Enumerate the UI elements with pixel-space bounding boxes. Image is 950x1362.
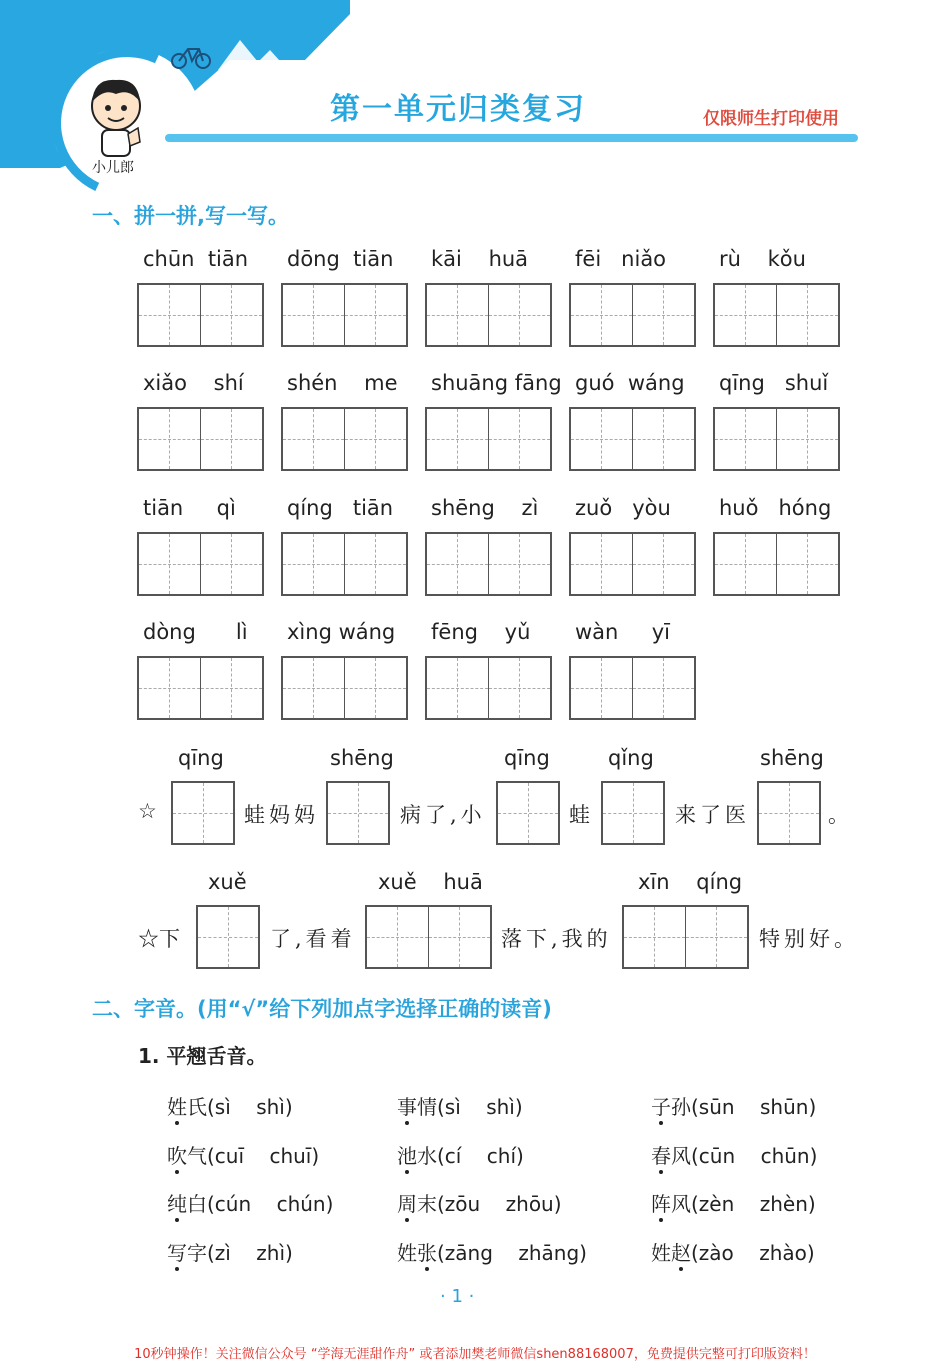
sentence-text: 病了,小	[400, 803, 486, 827]
pronunciation-item	[167, 1140, 319, 1169]
writing-box[interactable]	[425, 407, 552, 471]
pinyin-label: xiǎo shí	[143, 371, 244, 395]
writing-cell	[571, 409, 633, 469]
pinyin-label: rù kǒu	[719, 247, 806, 271]
writing-cell	[139, 409, 201, 469]
character: 气	[187, 1144, 207, 1168]
writing-cell	[345, 409, 407, 469]
sentence-text: 来了医	[675, 803, 750, 827]
character: 白	[187, 1192, 207, 1216]
pronunciation-item	[397, 1091, 523, 1120]
writing-box[interactable]	[569, 407, 696, 471]
writing-cell	[139, 658, 201, 718]
writing-cell	[715, 409, 777, 469]
pinyin-label: tiān qì	[143, 496, 236, 520]
pinyin-label: chūn tiān	[143, 247, 249, 271]
pinyin-label: xìng wáng	[287, 620, 396, 644]
sentence-text: ☆下	[138, 927, 180, 951]
character: 姓	[651, 1241, 671, 1265]
writing-cell	[345, 534, 407, 594]
pinyin-label: wàn yī	[575, 620, 670, 644]
writing-cell	[777, 534, 839, 594]
pinyin-label: huǒ hóng	[719, 496, 832, 520]
writing-cell	[571, 658, 633, 718]
writing-box[interactable]	[496, 781, 560, 845]
sentence-text: 了,看着	[270, 927, 356, 951]
writing-cell	[283, 285, 345, 345]
dotted-character: 纯	[167, 1192, 187, 1216]
character: 孙	[671, 1095, 691, 1119]
pronunciation-item	[397, 1140, 524, 1169]
writing-cell	[139, 285, 201, 345]
pinyin-label: xuě	[208, 870, 247, 894]
pinyin-label: kāi huā	[431, 247, 529, 271]
writing-cell	[345, 658, 407, 718]
writing-box[interactable]	[425, 283, 552, 347]
pinyin-label: xuě huā	[378, 870, 483, 894]
character: 姓	[397, 1241, 417, 1265]
pronunciation-item	[167, 1091, 293, 1120]
character: 字	[187, 1241, 207, 1265]
writing-box[interactable]	[425, 532, 552, 596]
writing-box[interactable]	[281, 407, 408, 471]
pinyin-label: qīng shuǐ	[719, 371, 829, 395]
writing-box[interactable]	[281, 532, 408, 596]
pinyin-label: qíng tiān	[287, 496, 394, 520]
pinyin-options[interactable]: (sì shì)	[207, 1095, 293, 1119]
writing-cell	[283, 658, 345, 718]
pinyin-options[interactable]: (zào zhào)	[691, 1241, 815, 1265]
dotted-character: 春	[651, 1144, 671, 1168]
sentence-text: 蛙妈妈	[244, 803, 319, 827]
writing-cell	[201, 285, 263, 345]
writing-box[interactable]	[196, 905, 260, 969]
writing-cell	[427, 534, 489, 594]
pinyin-label: shēng	[330, 746, 394, 770]
writing-cell	[633, 658, 695, 718]
pinyin-label: fēng yǔ	[431, 620, 531, 644]
writing-cell	[427, 409, 489, 469]
writing-cell	[489, 534, 551, 594]
writing-cell	[633, 409, 695, 469]
character: 末	[417, 1192, 437, 1216]
writing-box[interactable]	[757, 781, 821, 845]
pronunciation-item	[167, 1237, 293, 1266]
pinyin-label: shēng zì	[431, 496, 539, 520]
pinyin-label: zuǒ yòu	[575, 496, 671, 520]
writing-box[interactable]	[326, 781, 390, 845]
writing-cell	[283, 409, 345, 469]
writing-cell	[201, 534, 263, 594]
pinyin-options[interactable]: (cuī chuī)	[207, 1144, 320, 1168]
writing-box[interactable]	[137, 532, 264, 596]
writing-box[interactable]	[137, 407, 264, 471]
pronunciation-item	[397, 1188, 562, 1217]
writing-box[interactable]	[713, 532, 840, 596]
writing-box[interactable]	[137, 656, 264, 720]
writing-cell	[345, 285, 407, 345]
page-number: · 1 ·	[440, 1286, 475, 1307]
writing-box[interactable]	[713, 283, 840, 347]
pinyin-options[interactable]: (cūn chūn)	[691, 1144, 818, 1168]
pinyin-label: guó wáng	[575, 371, 685, 395]
writing-box[interactable]	[171, 781, 235, 845]
pinyin-options[interactable]: (zōu zhōu)	[437, 1192, 562, 1216]
pinyin-label: qǐng	[608, 746, 654, 770]
page-title: 第一单元归类复习	[330, 92, 586, 127]
pinyin-label: xīn qíng	[638, 870, 743, 894]
dotted-character: 池	[397, 1144, 417, 1168]
writing-box[interactable]	[713, 407, 840, 471]
writing-cell	[633, 285, 695, 345]
writing-box[interactable]	[569, 532, 696, 596]
writing-cell	[633, 534, 695, 594]
subsection-title: 1. 平翘舌音。	[138, 1044, 267, 1068]
dotted-character: 赵	[671, 1241, 691, 1265]
sentence-text: 。	[828, 803, 853, 827]
pinyin-label: shén me	[287, 371, 398, 395]
writing-cell	[201, 658, 263, 718]
pinyin-label: fēi niǎo	[575, 247, 667, 271]
pinyin-label: shuāng fāng	[431, 371, 562, 395]
writing-box[interactable]	[569, 656, 696, 720]
pronunciation-item	[651, 1140, 817, 1169]
mascot-boy-icon	[80, 72, 152, 160]
pinyin-options[interactable]: (sì shì)	[437, 1095, 523, 1119]
print-note: 仅限师生打印使用	[703, 109, 839, 129]
writing-cell	[283, 534, 345, 594]
writing-cell	[139, 534, 201, 594]
dotted-character: 周	[397, 1192, 417, 1216]
pinyin-label: dòng lì	[143, 620, 248, 644]
pinyin-label: qīng	[504, 746, 550, 770]
writing-cell	[571, 534, 633, 594]
pinyin-label: qīng	[178, 746, 224, 770]
pinyin-label: shēng	[760, 746, 824, 770]
pinyin-options[interactable]: (cún chún)	[207, 1192, 334, 1216]
writing-box[interactable]	[281, 283, 408, 347]
writing-cell	[427, 285, 489, 345]
pinyin-options[interactable]: (zèn zhèn)	[691, 1192, 816, 1216]
pinyin-options[interactable]: (sūn shūn)	[691, 1095, 817, 1119]
mountains-icon	[218, 36, 288, 72]
writing-box[interactable]	[365, 905, 492, 969]
writing-cell	[489, 409, 551, 469]
pinyin-label: dōng tiān	[287, 247, 394, 271]
writing-cell	[571, 285, 633, 345]
dotted-character: 姓	[167, 1095, 187, 1119]
pronunciation-item	[397, 1237, 587, 1266]
character: 风	[671, 1144, 691, 1168]
bicycle-icon	[170, 40, 214, 70]
section1-title: 一、拼一拼,写一写。	[92, 204, 289, 228]
pronunciation-item	[651, 1188, 816, 1217]
writing-cell	[201, 409, 263, 469]
writing-box[interactable]	[425, 656, 552, 720]
character: 风	[671, 1192, 691, 1216]
pinyin-options[interactable]: (zāng zhāng)	[437, 1241, 587, 1265]
writing-box[interactable]	[569, 283, 696, 347]
writing-cell	[777, 409, 839, 469]
pinyin-options[interactable]: (cí chí)	[437, 1144, 524, 1168]
writing-cell	[715, 534, 777, 594]
dotted-character: 吹	[167, 1144, 187, 1168]
dotted-character: 事	[397, 1095, 417, 1119]
writing-cell	[489, 285, 551, 345]
footer-notice: 10秒钟操作！关注微信公众号 “学海无涯甜作舟” 或者添加樊老师微信shen88168007，免费提供完整可打印版资料！	[134, 1347, 816, 1362]
pronunciation-item	[651, 1091, 816, 1120]
writing-box[interactable]	[622, 905, 749, 969]
dotted-character: 写	[167, 1241, 187, 1265]
sentence-text: 特别好。	[759, 927, 859, 951]
sentence-text: 蛙	[569, 803, 594, 827]
writing-box[interactable]	[601, 781, 665, 845]
pronunciation-item	[167, 1188, 333, 1217]
sentence-text: 落下,我的	[501, 927, 612, 951]
character: 氏	[187, 1095, 207, 1119]
writing-cell	[489, 658, 551, 718]
pinyin-options[interactable]: (zì zhì)	[207, 1241, 293, 1265]
dotted-character: 阵	[651, 1192, 671, 1216]
header-underline	[165, 134, 858, 142]
section2-title: 二、字音。(用“√”给下列加点字选择正确的读音)	[92, 997, 552, 1021]
character: 水	[417, 1144, 437, 1168]
star-icon: ☆	[138, 799, 157, 823]
writing-cell	[777, 285, 839, 345]
pronunciation-item	[651, 1237, 815, 1266]
character: 情	[417, 1095, 437, 1119]
writing-cell	[427, 658, 489, 718]
writing-cell	[715, 285, 777, 345]
dotted-character: 子	[651, 1095, 671, 1119]
writing-box[interactable]	[281, 656, 408, 720]
brand-label: 小儿郎	[92, 160, 134, 176]
writing-box[interactable]	[137, 283, 264, 347]
dotted-character: 张	[417, 1241, 437, 1265]
